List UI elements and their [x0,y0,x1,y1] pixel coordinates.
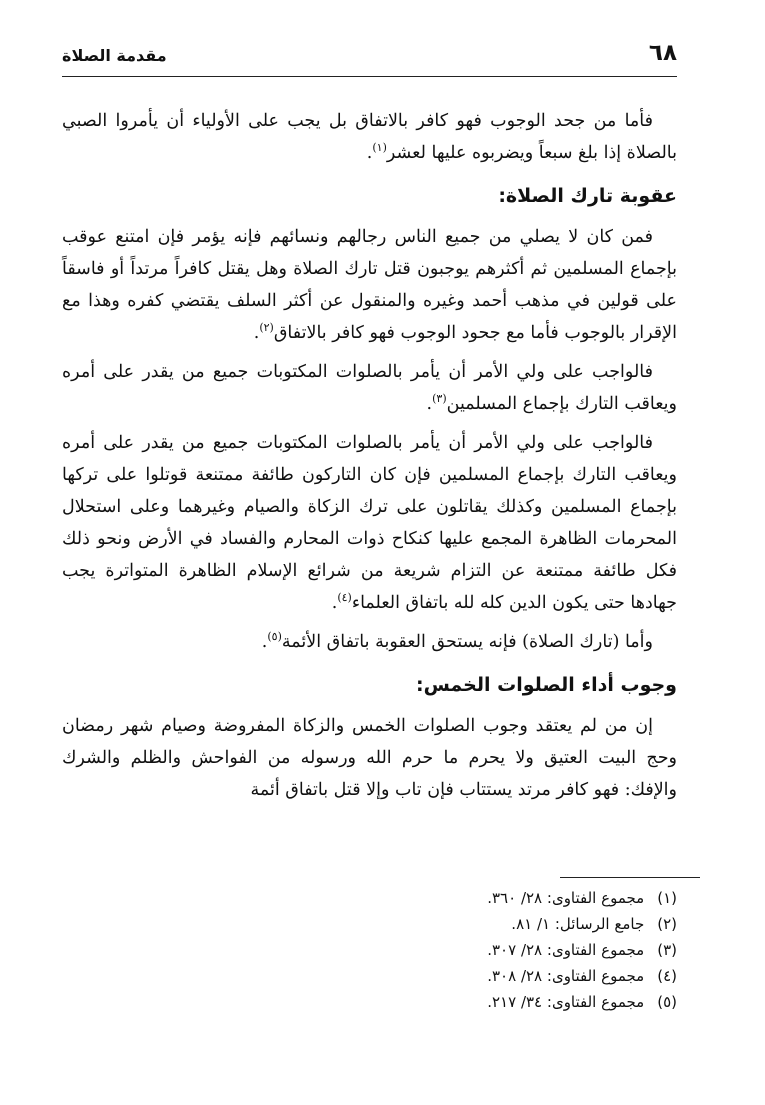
footnote-separator [560,877,700,878]
footnote-text: مجموع الفتاوى: ٣٤/ ٢١٧. [487,993,645,1011]
paragraph-4: فالواجب على ولي الأمر أن يأمر بالصلوات المكتوبات جميع من يقدر على أمره ويعاقب التارك بإجماع المسلمين فإن كان التاركون طائفة ممتنعة قوتلوا على تركها بإجماع المسلمين وكذلك يقاتلون على ترك الزكاة والصيام وغيرهما وعلى استحلال المحرمات الظاهرة المجمع عليها كنكاح ذوات المحارم والفساد في الأرض ونحو ذلك فكل طائفة ممتنعة عن التزام شريعة من شرائع الإسلام الظاهرة المتواترة يجب جهادها حتى يكون الدين كله لله باتفاق العلماء$^{(٤)}$. [62,433,677,613]
footnote-ref-4: (٤) [337,591,352,605]
section-heading-five-prayers: وجوب أداء الصلوات الخمس: [415,674,677,696]
footnote [277,989,677,1015]
page-body [62,105,677,813]
footnote-text: مجموع الفتاوى: ٢٨/ ٣٦٠. [487,889,645,907]
paragraph-2: فمن كان لا يصلي من جميع الناس رجالهم ونسائهم فإنه يؤمر فإن امتنع عوقب بإجماع المسلمين ثم أكثرهم يوجبون قتل تارك الصلاة وهل يقتل كافراً مرتداً أو فاسقاً على قولين في مذهب أحمد وغيره والمنقول عن أكثر السلف يقتضي كفره وهذا مع الإقرار بالوجوب فأما مع جحود الوجوب فهو كافر بالاتفاق$^{(٢)}$. [62,227,677,343]
footnote-text: جامع الرسائل: ١/ ٨١. [511,915,645,933]
footnote [277,963,677,989]
footnotes [277,885,677,1015]
page-number: ٦٨ [648,40,677,66]
footnote-ref-3: (٣) [432,392,447,406]
footnote-text: مجموع الفتاوى: ٢٨/ ٣٠٧. [487,941,645,959]
footnote-ref-2: (٢) [259,321,274,335]
footnote-number: (٤) [657,967,677,985]
paragraph-1: فأما من جحد الوجوب فهو كافر بالاتفاق بل يجب على الأولياء أن يأمروا الصبي بالصلاة إذا بلغ سبعاً ويضربوه عليها لعشر$^{(١)}$. [62,111,677,163]
footnote-number: (٢) [657,915,677,933]
footnote-ref-1: (١) [372,141,387,155]
section-heading-punishment: عقوبة تارك الصلاة: [498,185,677,207]
page-header [62,40,677,77]
footnote-number: (١) [657,889,677,907]
footnote [277,937,677,963]
footnote-ref-5: (٥) [267,630,282,644]
paragraph-3: فالواجب على ولي الأمر أن يأمر بالصلوات المكتوبات جميع من يقدر على أمره ويعاقب التارك بإجماع المسلمين$^{(٣)}$. [62,362,677,414]
footnote [277,885,677,911]
footnote-number: (٣) [657,941,677,959]
running-title: مقدمة الصلاة [62,46,167,65]
footnote-number: (٥) [657,993,677,1011]
footnote [277,911,677,937]
paragraph-5: وأما (تارك الصلاة) فإنه يستحق العقوبة باتفاق الأئمة$^{(٥)}$. [261,630,653,652]
footnote-text: مجموع الفتاوى: ٢٨/ ٣٠٨. [487,967,645,985]
paragraph-6: إن من لم يعتقد وجوب الصلوات الخمس والزكاة المفروضة وصيام شهر رمضان وحج البيت العتيق ولا يحرم ما حرم الله ورسوله من الفواحش والظلم والشرك والإفك: فهو كافر مرتد يستتاب فإن تاب وإلا قتل باتفاق أئمة [62,716,677,800]
